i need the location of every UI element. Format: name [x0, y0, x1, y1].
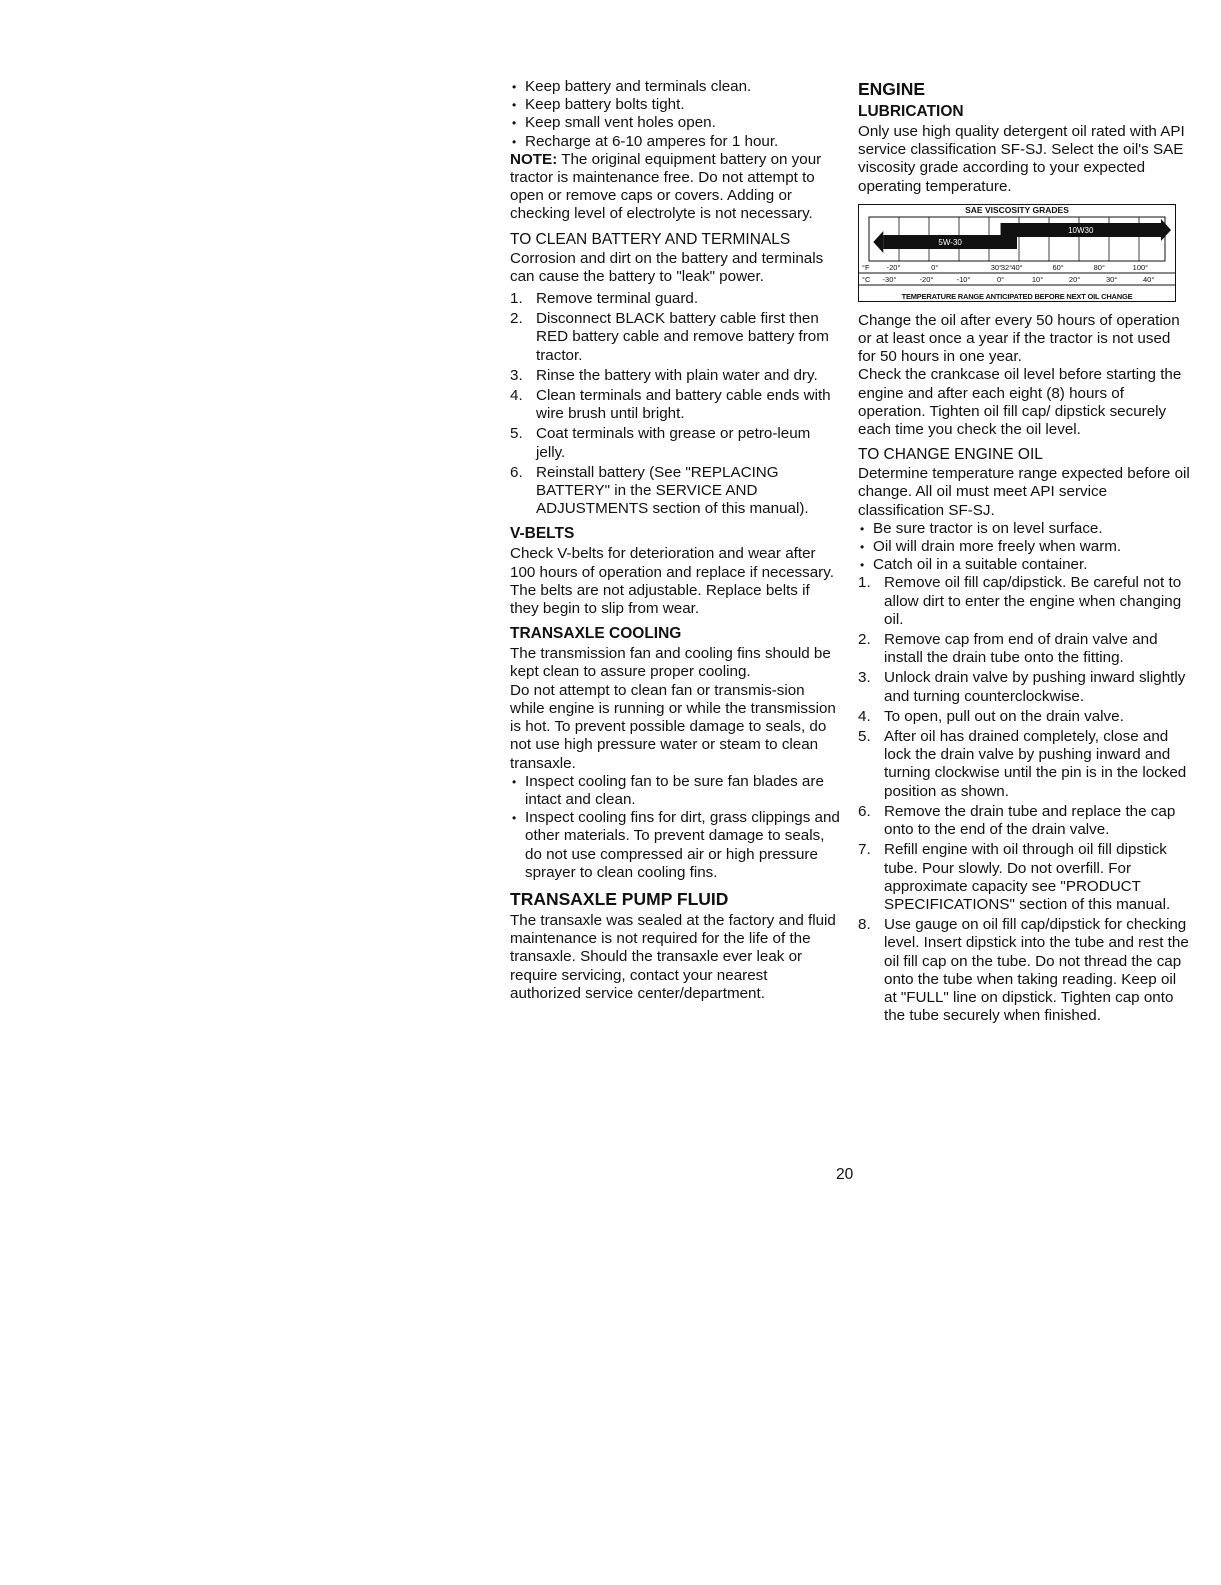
left-column [510, 78, 840, 1007]
celsius-tick-label: 30° [1105, 274, 1118, 284]
list-item [858, 631, 1190, 667]
list-item [510, 387, 840, 423]
celsius-tick-label: -20° [919, 274, 934, 284]
lubrication-heading: LUBRICATION [858, 103, 964, 120]
list-item: • Catch oil in a suitable container. [858, 556, 1190, 574]
note-label: NOTE: [510, 150, 558, 168]
list-item: • Keep battery and terminals clean. [510, 78, 840, 96]
celsius-tick-label: 0° [996, 274, 1005, 284]
step-number: 7. [858, 841, 871, 859]
vbelts-text: Check V-belts for deterioration and wear after 100 hours of operation and replace if necessary. The belts are not adjustable. Replace belts if they begin to slip from wear. [510, 545, 834, 618]
step-number: 4. [510, 387, 523, 405]
vbelts-heading: V-BELTS [510, 525, 575, 543]
step-text: Remove terminal guard. [536, 290, 699, 308]
battery-care-list [510, 78, 840, 151]
transaxle-cooling-heading: TRANSAXLE COOLING [510, 625, 682, 643]
fahrenheit-tick-label: 32° [1000, 262, 1013, 272]
celsius-tick-label: 40° [1142, 274, 1155, 284]
step-number: 3. [510, 366, 523, 384]
list-item [858, 669, 1190, 705]
step-number: 4. [858, 707, 871, 725]
fahrenheit-tick-label: 0° [931, 262, 939, 272]
lubrication-text: Only use high quality detergent oil rated with API service classification SF-SJ. Select the oil's SAE viscosity grade according to your expected operating temperature. [858, 123, 1185, 195]
change-text-2: Check the crankcase oil level before starting the engine and after each eight (8) hours of operation. Tighten oil fill cap/ dipstick securely each time you check the oil level. [858, 366, 1182, 439]
fahrenheit-tick-label: 80° [1093, 262, 1105, 272]
fahrenheit-tick-label: 40° [1011, 262, 1023, 272]
page-number: 20 [836, 1166, 854, 1183]
cooling-text-1: The transmission fan and cooling fins should be kept clean to assure proper cooling. [510, 645, 831, 681]
step-number: 6. [510, 463, 523, 481]
pump-fluid-text: The transaxle was sealed at the factory and fluid maintenance is not required for the life of the transaxle. Should the transaxle ever leak or require servicing, contact your nearest authorized service center/department. [510, 911, 836, 1002]
list-item: • Keep battery bolts tight. [510, 96, 840, 114]
celsius-tick-label: -10° [956, 274, 971, 284]
list-item [510, 425, 840, 461]
step-text: Use gauge on oil fill cap/dipstick for checking level. Insert dipstick into the tube and rest the oil fill cap on the tube. Do not thread the cap onto the tube when taking reading. Keep oil at "FULL" line on dipstick. Tighten cap onto the tube securely when finished. [884, 916, 1189, 1025]
celsius-tick-label: 10° [1031, 274, 1044, 284]
step-text: Remove oil fill cap/dipstick. Be careful not to allow dirt to enter the engine when changing oil. [884, 574, 1182, 628]
step-number: 1. [510, 290, 523, 308]
list-item: • Be sure tractor is on level surface. [858, 520, 1190, 538]
step-number: 8. [858, 916, 871, 934]
step-number: 5. [858, 728, 871, 746]
fahrenheit-tick-label: 100° [1132, 262, 1149, 272]
battery-note [510, 151, 840, 224]
list-item [510, 367, 840, 385]
step-text: After oil has drained completely, close and lock the drain valve by pushing inward and turning clockwise until the pin is in the locked position as shown. [884, 728, 1187, 800]
clean-battery-intro: Corrosion and dirt on the battery and terminals can cause the battery to "leak" power. [510, 249, 824, 285]
list-item [510, 464, 840, 519]
grade-arrow-left [873, 231, 883, 253]
step-number: 2. [858, 631, 871, 649]
step-text: Remove the drain tube and replace the cap onto to the end of the drain valve. [884, 802, 1176, 839]
cooling-list [510, 773, 840, 882]
engine-heading: ENGINE [858, 79, 926, 99]
list-item [858, 574, 1190, 629]
step-number: 1. [858, 574, 871, 592]
list-item [858, 803, 1190, 839]
change-oil-intro: Determine temperature range expected before oil change. All oil must meet API service classification SF-SJ. [858, 465, 1190, 519]
list-item: • Inspect cooling fan to be sure fan blades are intact and clean. [510, 773, 840, 809]
viscosity-chart [858, 204, 1176, 302]
clean-battery-steps [510, 290, 840, 518]
list-item [858, 841, 1190, 914]
fahrenheit-tick-label: 60° [1052, 262, 1064, 272]
list-item [510, 290, 840, 308]
celsius-tick-label: 20° [1068, 274, 1081, 284]
step-text: Unlock drain valve by pushing inward slightly and turning counterclockwise. [884, 669, 1186, 705]
fahrenheit-unit: °F [862, 262, 870, 272]
celsius-tick-label: -30° [882, 274, 897, 284]
list-item: • Oil will drain more freely when warm. [858, 538, 1190, 556]
list-item: • Inspect cooling fins for dirt, grass clippings and other materials. To prevent damage to seals, do not use compressed air or high pressure sprayer to clean cooling fins. [510, 809, 840, 882]
step-text: Refill engine with oil through oil fill dipstick tube. Pour slowly. Do not overfill. For approximate capacity see "PRODUCT SPECIFICATIONS" section of this manual. [884, 841, 1171, 913]
fahrenheit-tick-label: -20° [886, 262, 901, 272]
cooling-text-2: Do not attempt to clean fan or transmis-sion while engine is running or while the transmission is hot. To prevent possible damage to seals, do not use high pressure water or steam to clean transaxle. [510, 681, 836, 772]
chart-footer: TEMPERATURE RANGE ANTICIPATED BEFORE NEXT OIL CHANGE [901, 291, 1133, 301]
step-number: 3. [858, 669, 871, 687]
list-item [858, 708, 1190, 726]
step-text: Coat terminals with grease or petro-leum jelly. [536, 425, 811, 461]
grade-label: 10W30 [1068, 225, 1094, 235]
grade-label: 5W-30 [938, 237, 962, 247]
chart-title: SAE VISCOSITY GRADES [965, 204, 1069, 215]
list-item: • Recharge at 6-10 amperes for 1 hour. [510, 133, 840, 151]
step-text: Clean terminals and battery cable ends with wire brush until bright. [536, 387, 831, 423]
step-number: 5. [510, 425, 523, 443]
viscosity-chart-graphic [859, 205, 1175, 301]
step-text: Reinstall battery (See "REPLACING BATTERY" in the SERVICE AND ADJUSTMENTS section of this manual). [536, 463, 809, 518]
list-item [858, 728, 1190, 801]
clean-battery-heading: TO CLEAN BATTERY AND TERMINALS [510, 230, 791, 248]
step-text: To open, pull out on the drain valve. [884, 707, 1124, 725]
change-text-1: Change the oil after every 50 hours of operation or at least once a year if the tractor is not used for 50 hours in one year. [858, 311, 1180, 366]
fahrenheit-tick-label: 30° [990, 262, 1003, 272]
step-number: 6. [858, 802, 871, 820]
transaxle-pump-fluid-heading: TRANSAXLE PUMP FLUID [510, 888, 729, 909]
right-column [858, 78, 1190, 1029]
change-oil-steps [858, 574, 1190, 1025]
step-text: Rinse the battery with plain water and dry. [536, 366, 818, 384]
list-item: • Keep small vent holes open. [510, 114, 840, 132]
celsius-unit: °C [862, 274, 871, 284]
step-number: 2. [510, 310, 523, 328]
list-item [510, 310, 840, 365]
step-text: Disconnect BLACK battery cable first then RED battery cable and remove battery from tractor. [536, 310, 829, 364]
change-oil-heading: TO CHANGE ENGINE OIL [858, 446, 1043, 464]
change-oil-bullets [858, 520, 1190, 575]
note-text: The original equipment battery on your tractor is maintenance free. Do not attempt to open or remove caps or covers. Adding or checking level of electrolyte is not necessary. [510, 150, 822, 223]
step-text: Remove cap from end of drain valve and install the drain tube onto the fitting. [884, 631, 1158, 667]
grade-arrow-right [1161, 219, 1171, 241]
list-item [858, 916, 1190, 1025]
